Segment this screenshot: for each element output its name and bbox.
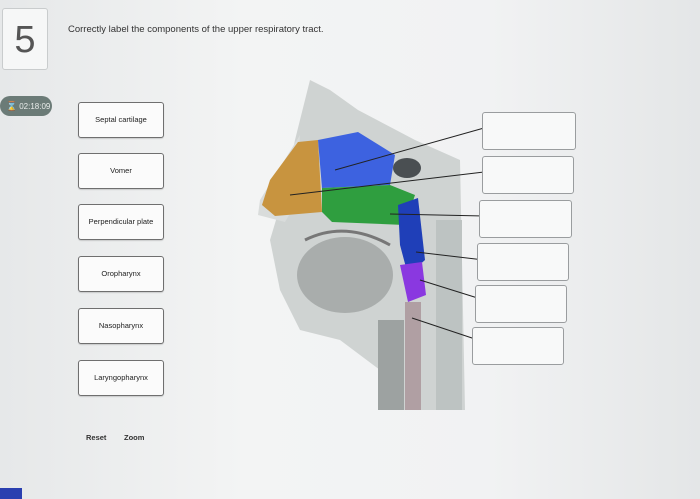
drop-target-5[interactable]: [475, 285, 567, 323]
sphenoid-sinus: [393, 158, 421, 178]
timer-badge: [0, 96, 52, 116]
drop-target-3[interactable]: [479, 200, 572, 238]
drop-target-1[interactable]: [482, 112, 576, 150]
drop-target-2[interactable]: [482, 156, 574, 194]
question-number: 5: [2, 8, 48, 70]
zoom-button[interactable]: Zoom: [124, 433, 145, 442]
larynx: [378, 320, 404, 410]
label-vomer[interactable]: Vomer: [78, 153, 164, 189]
tongue: [297, 237, 393, 313]
hourglass-icon: ⌛: [6, 101, 18, 111]
question-title: Correctly label the components of the upper respiratory tract.: [68, 24, 324, 35]
reset-button[interactable]: Reset: [86, 433, 107, 442]
label-perpendicular-plate[interactable]: Perpendicular plate: [78, 204, 164, 240]
label-laryngopharynx[interactable]: Laryngopharynx: [78, 360, 164, 396]
respiratory-tract-diagram: [240, 70, 490, 415]
label-oropharynx[interactable]: Oropharynx: [78, 256, 164, 292]
label-nasopharynx[interactable]: Nasopharynx: [78, 308, 164, 344]
drop-target-6[interactable]: [472, 327, 564, 365]
septal-cartilage-region: [262, 140, 322, 216]
label-septal-cartilage[interactable]: Septal cartilage: [78, 102, 164, 138]
taskbar-strip: [0, 488, 22, 499]
timer-text: 02:18:09: [19, 102, 51, 111]
vertebral-column: [436, 220, 462, 410]
drop-target-4[interactable]: [477, 243, 569, 281]
